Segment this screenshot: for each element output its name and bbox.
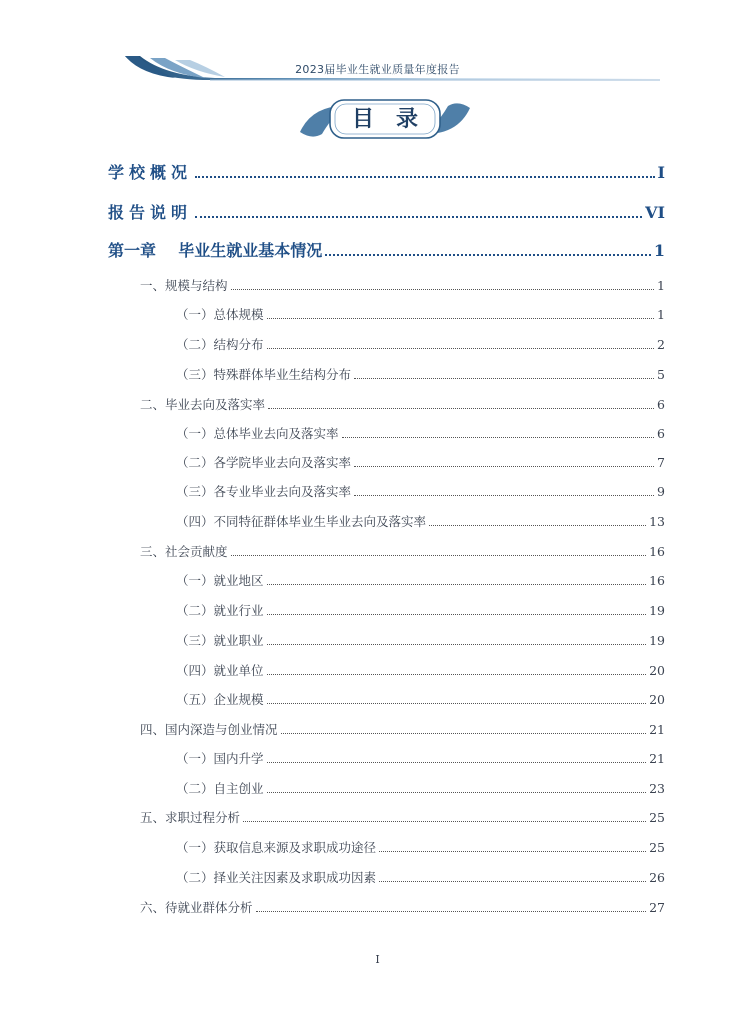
toc-entry-page: 2	[657, 337, 665, 352]
leader-dots	[268, 408, 654, 409]
leader-dots	[231, 555, 647, 556]
toc-entry-label: 五、求职过程分析	[140, 810, 241, 825]
leader-dots	[267, 762, 647, 763]
toc-entry[interactable]	[176, 335, 665, 353]
toc-entry[interactable]	[140, 542, 665, 560]
toc-entry[interactable]	[140, 898, 665, 916]
toc-entry-page: 27	[649, 900, 665, 915]
toc-entry-page: 25	[649, 840, 665, 855]
toc-entry-label: （三）就业职业	[176, 633, 264, 648]
leader-dots	[342, 437, 655, 438]
toc-entry-label: （二）各学院毕业去向及落实率	[176, 455, 352, 470]
toc-entry-page: 9	[657, 484, 665, 499]
toc-entry[interactable]	[176, 453, 665, 471]
toc-entry-page: 20	[649, 663, 665, 678]
leader-dots	[354, 466, 654, 467]
toc-entry[interactable]	[140, 395, 665, 413]
leader-dots	[379, 851, 646, 852]
toc-entry-page: 23	[649, 781, 665, 796]
toc-entry-page: 16	[649, 544, 665, 559]
leader-dots	[379, 881, 646, 882]
toc-entry[interactable]	[176, 838, 665, 856]
toc-entry[interactable]	[176, 631, 665, 649]
toc-entry-chapter-1[interactable]	[108, 238, 665, 261]
leader-dots	[267, 703, 647, 704]
toc-entry-label: （二）择业关注因素及求职成功因素	[176, 870, 377, 885]
leader-dots	[267, 584, 647, 585]
toc-entry-page: I	[657, 163, 665, 182]
toc-entry-label: （二）就业行业	[176, 603, 264, 618]
leader-dots	[243, 821, 646, 822]
toc-entry-page: 19	[649, 633, 665, 648]
toc-entry-label: （四）就业单位	[176, 663, 264, 678]
toc-entry-label: 第一章 毕业生就业基本情况	[108, 241, 323, 260]
toc-entry-label: （一）就业地区	[176, 573, 264, 588]
toc-entry-page: 6	[657, 397, 665, 412]
toc-entry-page: 1	[657, 278, 665, 293]
toc-entry-page: 5	[657, 367, 665, 382]
toc-entry-label: 报告说明	[108, 203, 193, 222]
toc-entry-school-overview[interactable]	[108, 160, 665, 183]
toc-entry-page: 26	[649, 870, 665, 885]
toc-entry-page: VI	[645, 203, 665, 222]
leader-dots	[281, 733, 647, 734]
leader-dots	[195, 216, 642, 218]
leader-dots	[354, 495, 654, 496]
toc-entry-report-notes[interactable]	[108, 200, 665, 223]
toc-entry-page: 13	[649, 514, 665, 529]
leader-dots	[429, 525, 646, 526]
toc-entry-label: （一）获取信息来源及求职成功途径	[176, 840, 377, 855]
toc-entry-page: 25	[649, 810, 665, 825]
toc-entry[interactable]	[176, 661, 665, 679]
toc-entry-label: （二）结构分布	[176, 337, 264, 352]
leader-dots	[267, 674, 647, 675]
toc-entry-label: 四、国内深造与创业情况	[140, 722, 278, 737]
leader-dots	[325, 254, 651, 256]
toc-entry[interactable]	[140, 808, 665, 826]
leader-dots	[267, 318, 655, 319]
toc-entry-label: 二、毕业去向及落实率	[140, 397, 266, 412]
toc-entry-page: 7	[657, 455, 665, 470]
leader-dots	[231, 289, 655, 290]
toc-entry-page: 19	[649, 603, 665, 618]
toc-entry-page: 20	[649, 692, 665, 707]
toc-entry-label: （三）特殊群体毕业生结构分布	[176, 367, 352, 382]
toc-entry[interactable]	[176, 868, 665, 886]
toc-entry[interactable]	[176, 749, 665, 767]
toc-entry-page: 1	[657, 307, 665, 322]
toc-entry-page: 1	[653, 241, 665, 260]
leader-dots	[195, 176, 655, 178]
toc-title: 目录	[351, 106, 440, 132]
toc-entry-label: （五）企业规模	[176, 692, 264, 707]
leader-dots	[267, 792, 647, 793]
leader-dots	[354, 378, 654, 379]
toc-entry[interactable]	[176, 779, 665, 797]
toc-entry-label: （二）自主创业	[176, 781, 264, 796]
toc-entry[interactable]	[176, 690, 665, 708]
toc-entry-label: （一）总体毕业去向及落实率	[176, 426, 339, 441]
toc-entry-label: （一）总体规模	[176, 307, 264, 322]
toc-entry[interactable]	[176, 424, 665, 442]
toc-entry-page: 21	[649, 722, 665, 737]
toc-entry[interactable]	[176, 305, 665, 323]
toc-entry-label: （四）不同特征群体毕业生毕业去向及落实率	[176, 514, 427, 529]
toc-entry-page: 6	[657, 426, 665, 441]
page-number: I	[375, 953, 380, 966]
toc-entry[interactable]	[176, 482, 665, 500]
toc-entry-label: 三、社会贡献度	[140, 544, 228, 559]
report-header-title: 2023届毕业生就业质量年度报告	[295, 63, 460, 76]
toc-entry[interactable]	[176, 601, 665, 619]
toc-entry-label: 六、待就业群体分析	[140, 900, 253, 915]
toc-entry-label: 学校概况	[108, 163, 193, 182]
leader-dots	[267, 644, 647, 645]
toc-entry[interactable]	[140, 276, 665, 294]
toc-entry-page: 16	[649, 573, 665, 588]
toc-entry[interactable]	[176, 571, 665, 589]
leader-dots	[267, 614, 647, 615]
toc-entry[interactable]	[176, 365, 665, 383]
toc-entry-page: 21	[649, 751, 665, 766]
toc-entry-label: （一）国内升学	[176, 751, 264, 766]
toc-entry-label: （三）各专业毕业去向及落实率	[176, 484, 352, 499]
toc-entry[interactable]	[140, 720, 665, 738]
leader-dots	[267, 348, 655, 349]
leader-dots	[256, 911, 647, 912]
toc-entry-label: 一、规模与结构	[140, 278, 228, 293]
toc-entry[interactable]	[176, 512, 665, 530]
